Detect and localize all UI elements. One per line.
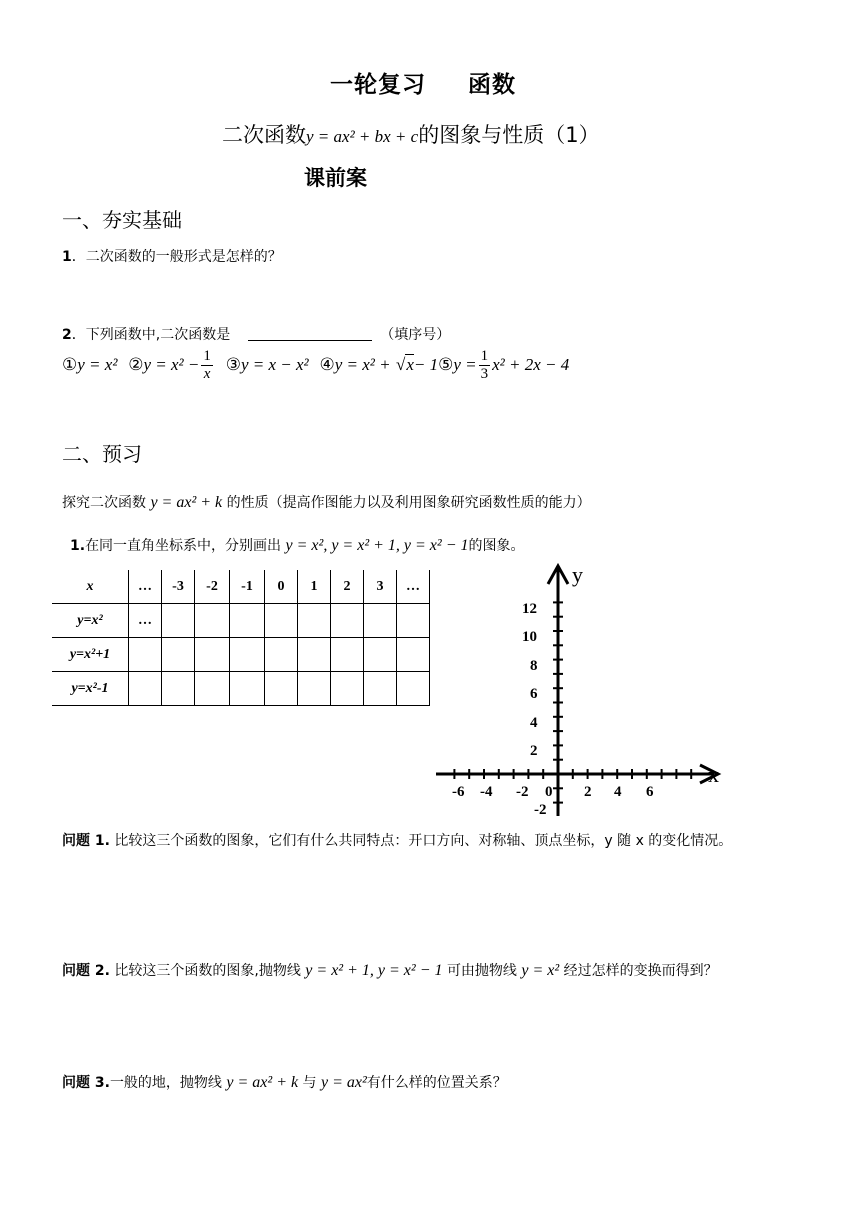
- table-cell[interactable]: [162, 604, 195, 638]
- option-5-expr-b: x² + 2x − 4: [492, 355, 570, 374]
- y-tick-label: -2: [534, 802, 547, 818]
- task-1: [70, 535, 525, 555]
- table-cell[interactable]: [230, 638, 265, 672]
- task1-after: 的图象。: [468, 538, 525, 554]
- coordinate-axes[interactable]: [430, 560, 730, 822]
- table-header-row: [52, 570, 430, 604]
- p1-label: 问题 1.: [62, 833, 110, 849]
- section2-heading: 二、预习: [62, 442, 142, 466]
- table-cell[interactable]: [265, 672, 298, 706]
- table-cell[interactable]: [162, 672, 195, 706]
- option-2-mark: ②: [128, 355, 144, 375]
- y-tick-label: 2: [530, 743, 538, 759]
- problem-3: [62, 1070, 802, 1096]
- y-tick-label: 10: [522, 629, 537, 645]
- table-cell[interactable]: [298, 638, 331, 672]
- table-cell[interactable]: [265, 638, 298, 672]
- table-cell[interactable]: [298, 672, 331, 706]
- q1-number: 1: [62, 249, 72, 265]
- p3-label: 问题 3.: [62, 1075, 110, 1091]
- p3-formula-1: y = ax² + k: [226, 1074, 299, 1091]
- table-cell[interactable]: [195, 638, 230, 672]
- p2-formula-1: y = x² + 1, y = x² − 1: [305, 962, 443, 979]
- table-cell[interactable]: [230, 672, 265, 706]
- table-x-cell: …: [397, 570, 430, 604]
- p2-before: 比较这三个函数的图象,抛物线: [109, 963, 301, 979]
- table-cell[interactable]: [364, 604, 397, 638]
- table-cell[interactable]: [129, 638, 162, 672]
- option-4-expr-b: − 1: [413, 355, 439, 374]
- option-5-fraction: [479, 348, 491, 382]
- table-header-x: x: [52, 570, 129, 604]
- p3-middle: 与: [302, 1075, 317, 1091]
- subtitle: [222, 119, 600, 149]
- option-5-den: 3: [480, 365, 489, 382]
- table-x-cell: -3: [162, 570, 195, 604]
- subtitle-after: 的图象与性质（1）: [418, 123, 600, 147]
- table-row-label: y=x²-1: [52, 672, 129, 706]
- option-3-expr: y = x − x²: [240, 355, 309, 374]
- table-x-cell: -2: [195, 570, 230, 604]
- option-4-radicand: x: [406, 355, 414, 374]
- explore-before: 探究二次函数: [62, 495, 146, 511]
- option-5-mark: ⑤: [438, 355, 454, 375]
- q2-number: 2: [62, 327, 72, 343]
- x-tick-label: 6: [646, 784, 654, 800]
- section1-heading: 一、夯实基础: [62, 208, 182, 232]
- option-4-sqrt: √x: [395, 355, 414, 374]
- p2-formula-2: y = x²: [521, 962, 560, 979]
- task1-before: 在同一直角坐标系中，分别画出: [85, 538, 282, 554]
- problem-2: [62, 958, 802, 984]
- subtitle-before: 二次函数: [222, 123, 306, 147]
- answer-blank[interactable]: [248, 326, 372, 341]
- table-row-label: y=x²+1: [52, 638, 129, 672]
- table-cell[interactable]: [364, 638, 397, 672]
- p2-after: 经过怎样的变换而得到？: [563, 963, 718, 979]
- table-x-cell: 1: [298, 570, 331, 604]
- option-1-expr: y = x²: [77, 355, 118, 374]
- table-cell[interactable]: [265, 604, 298, 638]
- page-title: [330, 66, 516, 99]
- title-left: 一轮复习: [330, 72, 426, 98]
- question-1: [62, 246, 282, 266]
- p1-text: 比较这三个函数的图象，它们有什么共同特点：开口方向、对称轴、顶点坐标，y 随 x 的变化情况。: [109, 833, 733, 849]
- y-tick-label: 4: [530, 715, 538, 731]
- x-tick-label: -2: [516, 784, 529, 800]
- table-cell[interactable]: [331, 638, 364, 672]
- x-tick-label: -4: [480, 784, 493, 800]
- table-row: [52, 638, 430, 672]
- table-x-cell: 3: [364, 570, 397, 604]
- table-cell[interactable]: [331, 604, 364, 638]
- option-2-fraction: [201, 348, 213, 382]
- table-cell[interactable]: [195, 672, 230, 706]
- table-cell[interactable]: [195, 604, 230, 638]
- option-2-expr: y = x² −: [143, 355, 200, 374]
- y-tick-label: 12: [522, 601, 537, 617]
- x-tick-label: 0: [545, 784, 553, 800]
- p3-before: 一般的地，抛物线: [109, 1075, 222, 1091]
- task1-number: 1.: [70, 538, 86, 554]
- option-5-expr-a: y =: [453, 355, 477, 374]
- section-label: 课前案: [304, 166, 367, 190]
- table-cell[interactable]: [397, 604, 430, 638]
- value-table: [52, 570, 430, 706]
- table-cell[interactable]: …: [129, 604, 162, 638]
- option-2-num: 1: [203, 348, 211, 364]
- options-row: [62, 348, 569, 382]
- p2-label: 问题 2.: [62, 963, 110, 979]
- p2-middle: 可由抛物线: [446, 963, 517, 979]
- explore-after: 的性质（提高作图能力以及利用图象研究函数性质的能力）: [226, 495, 591, 511]
- q1-text: ．二次函数的一般形式是怎样的？: [71, 249, 282, 265]
- table-row: [52, 672, 430, 706]
- option-3-mark: ③: [225, 355, 241, 375]
- option-2-den: x: [203, 365, 211, 382]
- table-cell[interactable]: [230, 604, 265, 638]
- option-4-mark: ④: [319, 355, 335, 375]
- y-tick-label: 6: [530, 686, 538, 702]
- option-1-mark: ①: [62, 355, 78, 375]
- y-tick-label: 8: [530, 658, 538, 674]
- table-cell[interactable]: [162, 638, 195, 672]
- q2-hint: （填序号）: [380, 327, 451, 343]
- option-4-expr-a: y = x² +: [334, 355, 391, 374]
- subtitle-formula: y = ax² + bx + c: [306, 127, 419, 146]
- problem-1: [62, 828, 802, 854]
- p3-formula-2: y = ax²: [321, 1074, 367, 1091]
- table-row-label: y=x²: [52, 604, 129, 638]
- table-cell[interactable]: [331, 672, 364, 706]
- table-row: [52, 604, 430, 638]
- table-x-cell: …: [129, 570, 162, 604]
- x-tick-label: 2: [584, 784, 592, 800]
- title-right: 函数: [468, 72, 516, 98]
- question-2: [62, 324, 450, 344]
- option-5-num: 1: [480, 348, 489, 364]
- table-x-cell: 0: [265, 570, 298, 604]
- table-cell[interactable]: [298, 604, 331, 638]
- x-axis-label: x: [708, 762, 719, 787]
- explore-formula: y = ax² + k: [150, 494, 223, 511]
- table-cell[interactable]: [397, 672, 430, 706]
- q2-text: ．下列函数中,二次函数是: [71, 327, 231, 343]
- explore-line: [62, 492, 591, 512]
- table-cell[interactable]: [129, 672, 162, 706]
- task1-formula: y = x², y = x² + 1, y = x² − 1: [285, 537, 469, 554]
- x-tick-label: -6: [452, 784, 465, 800]
- table-cell[interactable]: [397, 638, 430, 672]
- table-x-cell: 2: [331, 570, 364, 604]
- table-cell[interactable]: [364, 672, 397, 706]
- p3-after: 有什么样的位置关系？: [366, 1075, 507, 1091]
- y-axis-label: y: [572, 562, 583, 587]
- x-tick-label: 4: [614, 784, 622, 800]
- table-x-cell: -1: [230, 570, 265, 604]
